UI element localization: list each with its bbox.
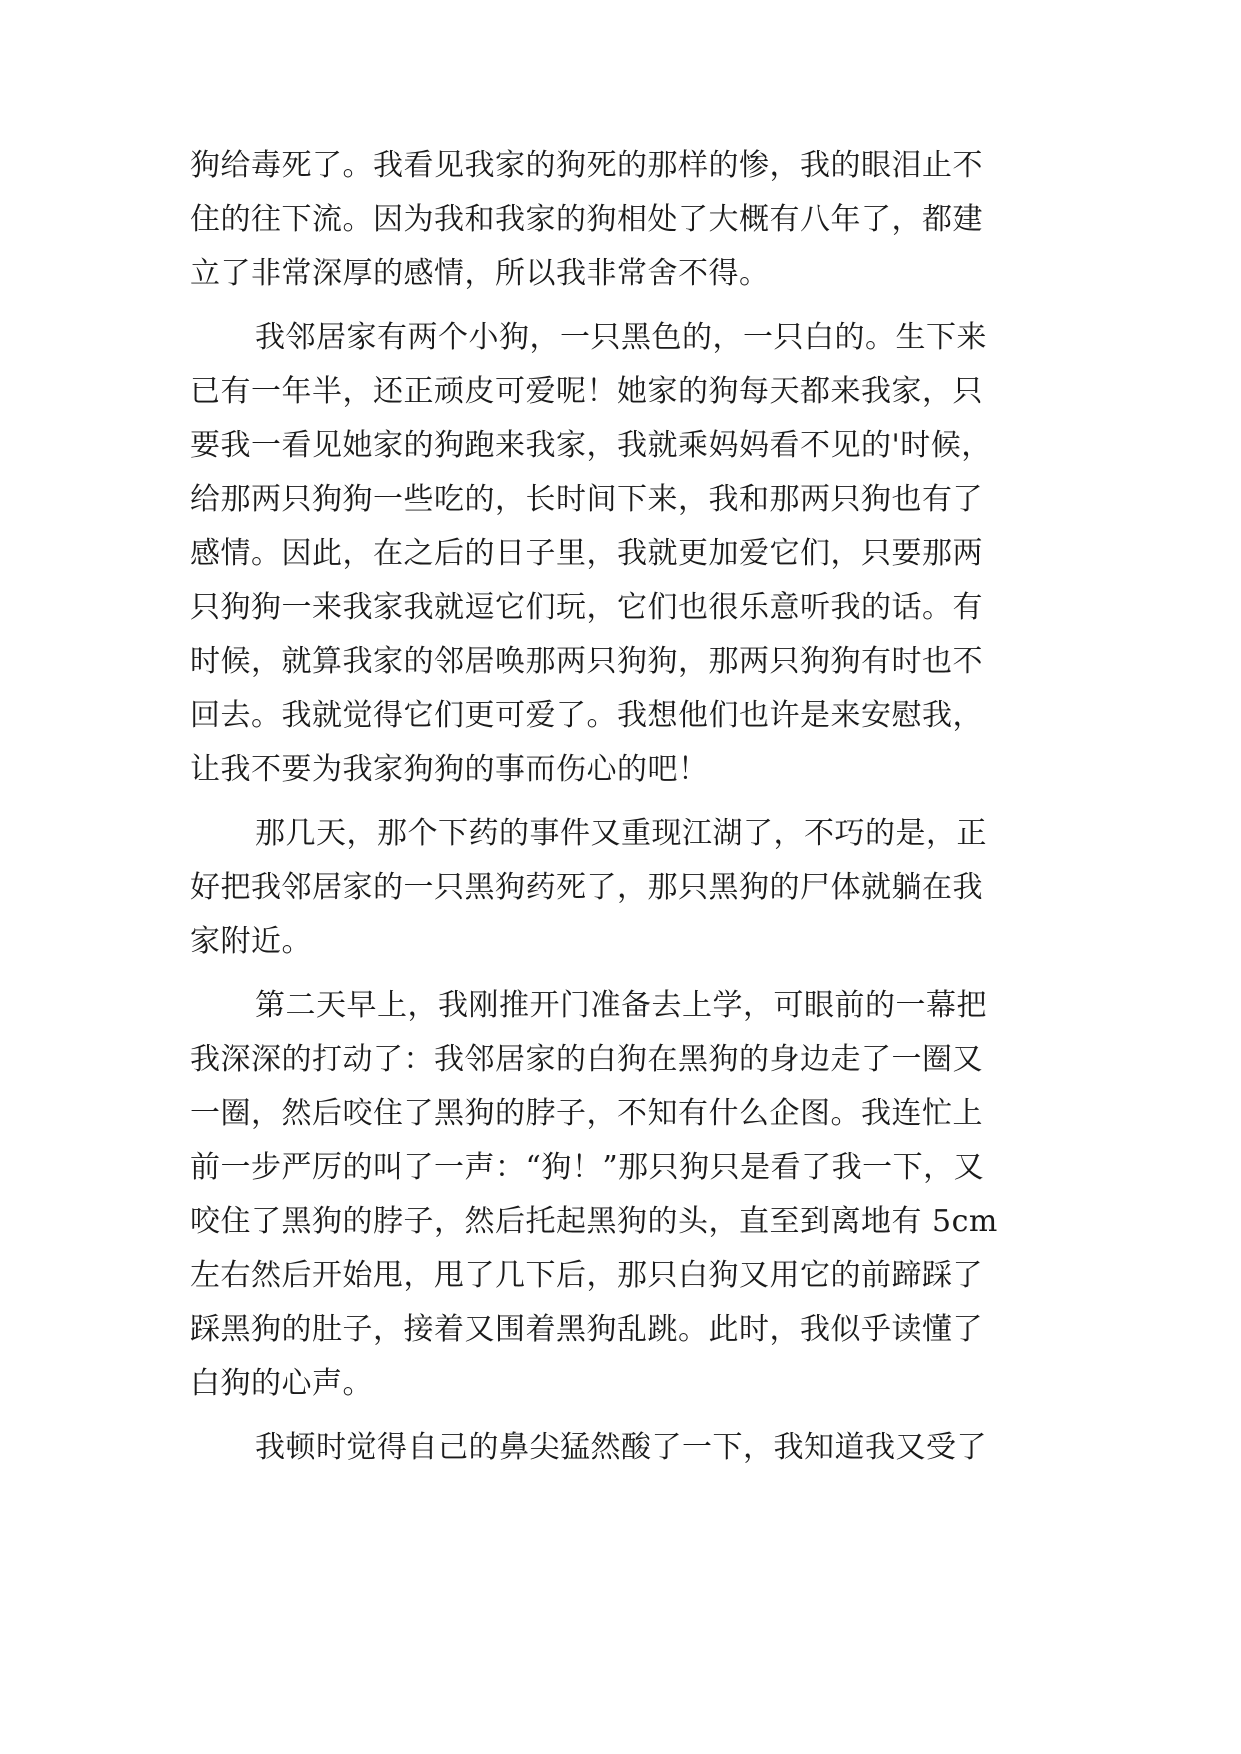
text-line: 家附近。 — [190, 924, 312, 959]
text-line: 给那两只狗狗一些吃的，长时间下来，我和那两只狗也有了 — [190, 482, 983, 517]
paragraph-first-line: 那几天，那个下药的事件又重现江湖了，不巧的是，正 — [255, 816, 987, 851]
text-line: 左右然后开始甩，甩了几下后，那只白狗又用它的前蹄踩了 — [190, 1258, 983, 1293]
text-line: 立了非常深厚的感情，所以我非常舍不得。 — [190, 256, 770, 291]
text-line: 让我不要为我家狗狗的事而伤心的吧！ — [190, 752, 709, 787]
paragraph-first-line: 我顿时觉得自己的鼻尖猛然酸了一下，我知道我又受了 — [255, 1430, 987, 1465]
text-line: 一圈，然后咬住了黑狗的脖子，不知有什么企图。我连忙上 — [190, 1096, 983, 1131]
text-line: 住的往下流。因为我和我家的狗相处了大概有八年了，都建 — [190, 202, 983, 237]
text-line: 时候，就算我家的邻居唤那两只狗狗，那两只狗狗有时也不 — [190, 644, 983, 679]
text-line: 踩黑狗的肚子，接着又围着黑狗乱跳。此时，我似乎读懂了 — [190, 1312, 983, 1347]
text-line: 回去。我就觉得它们更可爱了。我想他们也许是来安慰我， — [190, 698, 983, 733]
text-line: 白狗的心声。 — [190, 1366, 373, 1401]
text-line: 狗给毒死了。我看见我家的狗死的那样的惨，我的眼泪止不 — [190, 148, 983, 183]
text-line: 我深深的打动了：我邻居家的白狗在黑狗的身边走了一圈又 — [190, 1042, 983, 1077]
text-line: 好把我邻居家的一只黑狗药死了，那只黑狗的尸体就躺在我 — [190, 870, 983, 905]
paragraph-first-line: 我邻居家有两个小狗，一只黑色的，一只白的。生下来 — [255, 320, 987, 355]
text-line: 已有一年半，还正顽皮可爱呢！她家的狗每天都来我家，只 — [190, 374, 983, 409]
text-line: 只狗狗一来我家我就逗它们玩，它们也很乐意听我的话。有 — [190, 590, 983, 625]
text-line: 前一步严厉的叫了一声：“狗！”那只狗只是看了我一下，又 — [190, 1150, 985, 1185]
paragraph-first-line: 第二天早上，我刚推开门准备去上学，可眼前的一幕把 — [255, 988, 987, 1023]
text-line: 咬住了黑狗的脖子，然后托起黑狗的头，直至到离地有 5cm — [190, 1204, 998, 1239]
text-line: 要我一看见她家的狗跑来我家，我就乘妈妈看不见的'时候， — [190, 428, 992, 463]
text-line: 感情。因此，在之后的日子里，我就更加爱它们，只要那两 — [190, 536, 983, 571]
